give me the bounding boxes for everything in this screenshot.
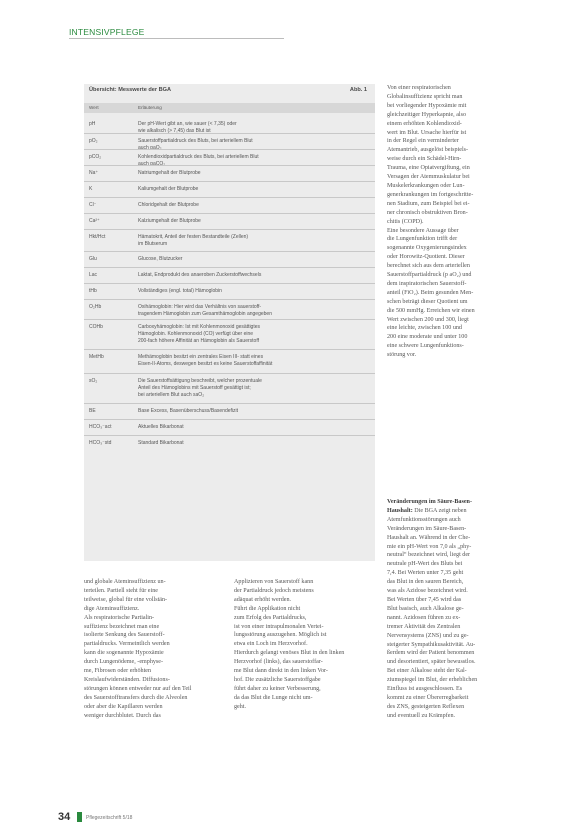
table-row <box>84 373 375 403</box>
right-column-top: Von einer respiratorischen Globalinsuffizienz spricht man bei vorliegender Hypoxämie mit gleichzeitiger Hyperkapnie, also einem erhöhten Kohlendioxid- wert im Blut. Ursache hierfür ist in der Regel ein verminderter Atemantrieb, ausgelöst beispiels- weise durch ein Schädel-Hirn- Trauma, eine Opiatvergiftung, ein Versagen der Atemmuskulatur bei Muskelerkrankungen oder Lun- generkrankungen im fortgeschritte- nen Stadium, zum Beispiel bei ei- ner chronisch obstruktiven Bron- chitis (COPD). Eine besondere Aussage über die Lungenfunktion trifft der sogenannte Oxygenierungsindex oder Horowitz-Quotient. Dieser berechnet sich aus dem arteriellen Sauerstoffpartialdruck (p aO₂) und dem inspiratorischen Sauerstoff- anteil (FiO₂). Beim gesunden Men- schen beträgt dieser Quotient um die 500 mmHg. Erreichen wir einen Wert zwischen 200 und 300, liegt eine leichte, zwischen 100 und 200 eine moderate und unter 100 eine schwere Lungenfunktions- störung vor. <box>387 85 475 359</box>
table-row <box>84 283 375 299</box>
row-value: sO₂ <box>89 378 98 384</box>
table-row <box>84 319 375 349</box>
subheading: Veränderungen im Säure-Basen- Haushalt: <box>387 499 472 514</box>
row-value: COHb <box>89 324 103 330</box>
row-value: O₂Hb <box>89 304 102 310</box>
table-row <box>84 213 375 229</box>
row-value: pCO₂ <box>89 154 102 160</box>
magazine-name: Pflegezeitschrift 5/18 <box>86 815 133 821</box>
measurements-table <box>84 84 375 561</box>
row-explanation: Natriumgehalt der Blutprobe <box>138 170 201 176</box>
table-row <box>84 117 375 133</box>
figure-label: Abb. 1 <box>349 87 367 93</box>
table-row <box>84 403 375 419</box>
row-value: Na⁺ <box>89 170 99 176</box>
table-row <box>84 349 375 373</box>
row-value: Lac <box>89 272 98 278</box>
row-explanation: Carboxyhämoglobin: Ist mit Kohlenmonoxid gesättigtes Hämoglobin. Kohlenmonoxid (CO) verfügt über eine 200-fach höhere Affinität an Hämoglobin als Sauerstoff <box>138 324 261 344</box>
row-explanation: Kaliumgehalt der Blutprobe <box>138 186 199 192</box>
row-explanation: Hämatokrit, Anteil der festen Bestandteile (Zellen) im Blutserum <box>138 234 249 247</box>
row-value: pO₂ <box>89 138 98 144</box>
middle-column: Applizieren von Sauerstoff kann der Partialdruck jedoch meistens adäquat erhöht werden. Führt die Applikation nicht zum Erfolg des Partialdrucks, ist von einer intrapulmonalen Vertei- lungsstörung auszugehen. Möglich ist etwa ein Loch im Herzvorhof. Hierdurch gelangt venöses Blut in den linken Herzvorhof (links), das sauerstoffar- me Blut dann direkt in den linken Vor- hof. Die zusätzliche Sauerstoffgabe führt daher zu keiner Verbesserung, da das Blut die Lunge nicht um- geht. <box>234 579 345 710</box>
row-value: HCO₃⁻std <box>89 440 112 446</box>
row-explanation: Standard Bikarbonat <box>138 440 184 446</box>
section-label: INTENSIVPFLEGE <box>69 27 145 37</box>
table-row <box>84 181 375 197</box>
table-row <box>84 149 375 165</box>
row-value: Cl⁻ <box>89 202 97 208</box>
table-row <box>84 197 375 213</box>
row-value: HCO₃⁻act <box>89 424 112 430</box>
row-value: Glu <box>89 256 97 262</box>
table-title-text: Übersicht: Messwerte der BGA <box>89 87 172 93</box>
table-row <box>84 133 375 149</box>
row-explanation: Aktuelles Bikarbonat <box>138 424 184 430</box>
section-rule <box>69 38 284 39</box>
row-explanation: Oxihämoglobin: Hier wird das Verhältnis von sauerstoff- tragendem Hämoglobin zum Gesamthämoglobin angegeben <box>138 304 272 317</box>
row-explanation: Kohlendioxidpartialdruck des Bluts, bei arteriellem Blut auch paCO₂ <box>138 154 259 167</box>
row-explanation: Der pH-Wert gibt an, wie sauer (< 7,35) oder wie alkalisch (> 7,45) das Blut ist <box>138 121 237 134</box>
table-row <box>84 229 375 251</box>
row-value: MetHb <box>89 354 104 360</box>
table-row <box>84 165 375 181</box>
right-column-text: Die BGA zeigt neben Atemfunktionsstörungen auch Veränderungen im Säure-Basen- Haushalt an. Während in der Che- mie ein pH-Wert von 7,0 als „phy- neutral“ bezeichnet wird, liegt der neutrale pH-Wert des Bluts bei 7,4. Bei Werten unter 7,35 geht das Blut in den sauren Bereich, was als Azidose bezeichnet wird. Bei Werten über 7,45 wird das Blut basisch, auch Alkalose ge- nannt. Azidosen führen zu ex- tremer Aktivität des Zentralen Nervensystems (ZNS) und zu ge- steigerter Sympathikusaktivität. Au- ßerdem wird der Patient benommen und desorientiert, später bewusstlos. Bei einer Alkalose steht der Kal- ziumspiegel im Blut, der erheblichen Einfluss ist ausgeschlossen. Es kommt zu einer Übererregbarkeit des ZNS, gesteigerten Reflexen und eventuell zu Krämpfen. <box>387 507 478 719</box>
table-rows <box>84 117 375 451</box>
row-value: tHb <box>89 288 97 294</box>
header-explanation: Erläuterung <box>138 105 162 110</box>
row-explanation: Kalziumgehalt der Blutprobe <box>138 218 201 224</box>
row-explanation: Die Sauerstoffsättigung beschreibt, welcher prozentuale Anteil des Hämoglobins mit Sauerstoff gesättigt ist; bei arteriellem Blut auch saO₂ <box>138 378 262 398</box>
row-value: Hkt/Hct <box>89 234 106 240</box>
row-value: Ca²⁺ <box>89 218 100 224</box>
right-column-bottom <box>387 498 503 721</box>
row-explanation: Glucose, Blutzucker <box>138 256 183 262</box>
row-explanation: Vollständiges (engl. total) Hämoglobin <box>138 288 222 294</box>
footer-accent <box>77 812 82 822</box>
page-number: 34 <box>58 811 71 823</box>
table-title <box>89 87 370 99</box>
row-value: K <box>89 186 93 192</box>
table-header-row <box>84 103 375 113</box>
row-explanation: Chloridgehalt der Blutprobe <box>138 202 199 208</box>
row-value: pH <box>89 121 96 127</box>
left-column: und globale Ateminsuffizienz un- terteilen. Partiell steht für eine teilweise, global für eine vollstän- dige Ateminsuffizienz. Als respiratorische Partialin- suffizienz bezeichnet man eine isolierte Senkung des Sauerstoff- partialdrucks. Vermeintlich werden kann die sogenannte Hypoxämie durch Lungenödeme, -emphyse- me, Fibrosen oder erhöhten Kreislaufwiderständen. Diffusions- störungen können entweder nur auf den Teil des Sauerstofftransfers durch die Alveolen oder aber die Kapillaren werden weniger durchblutet. Durch das <box>84 579 192 719</box>
row-value: BE <box>89 408 96 414</box>
table-row <box>84 435 375 451</box>
table-row <box>84 267 375 283</box>
row-explanation: Methämoglobin besitzt ein zentrales Eisen III- statt eines Eisen-II-Atoms, deswegen besitzt es keine Sauerstoffaffinität <box>138 354 273 367</box>
table-row <box>84 251 375 267</box>
row-explanation: Base Excess, Basenüberschuss/Basendefizit <box>138 408 239 414</box>
table-row <box>84 419 375 435</box>
table-row <box>84 299 375 319</box>
header-value: Wert <box>89 105 99 110</box>
row-explanation: Laktat, Endprodukt des anaeroben Zuckerstoffwechsels <box>138 272 262 278</box>
row-explanation: Sauerstoffpartialdruck des Bluts, bei arteriellem Blut auch paO₂ <box>138 138 253 151</box>
